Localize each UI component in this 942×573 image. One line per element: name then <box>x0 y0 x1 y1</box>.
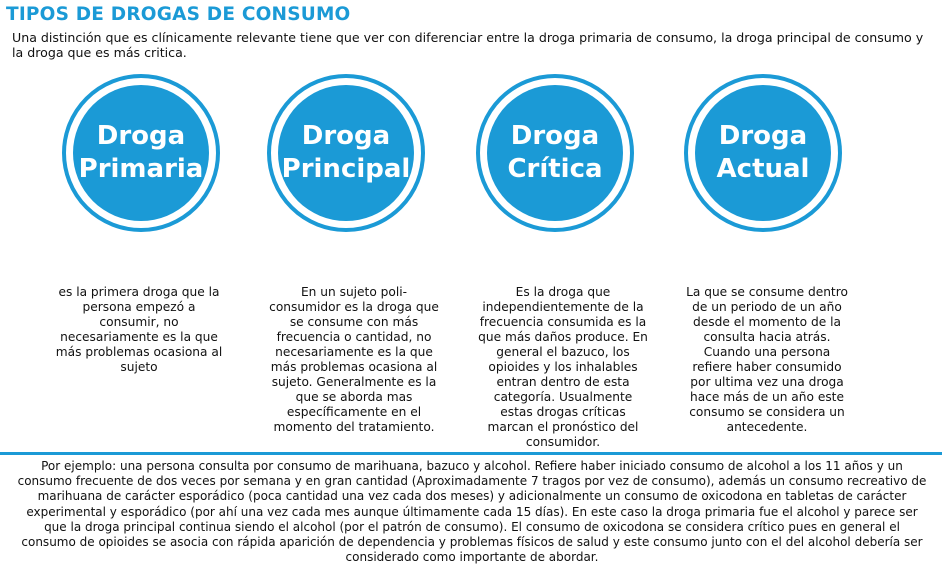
circle-label-line2: Primaria <box>78 154 204 184</box>
description-droga-primaria: es la primera droga que la persona empezó a consumir, no necesariamente es la que más problemas ocasiona al sujeto <box>55 285 223 374</box>
circle-disc <box>695 85 831 221</box>
circle-label-line2: Principal <box>281 154 411 184</box>
circle-label-line1: Droga <box>718 121 808 151</box>
description-droga-actual: La que se consume dentro de un periodo de un año desde el momento de la consulta hacia atrás. Cuando una persona refiere haber consumido por ultima vez una droga hace más de un año este consumo se considera un antecedente. <box>686 285 848 434</box>
circle-label-line1: Droga <box>510 121 600 151</box>
page-title: TIPOS DE DROGAS DE CONSUMO <box>6 4 351 25</box>
circle-label-line1: Droga <box>96 121 186 151</box>
description-droga-principal: En un sujeto poli-consumidor es la droga que se consume con más frecuencia o cantidad, no necesariamente es la que más problemas ocasiona al sujeto. Generalmente es la que se aborda mas específicamente en el momento del tratamiento. <box>269 285 439 434</box>
circle-droga-primaria <box>62 74 220 232</box>
circle-disc <box>73 85 209 221</box>
intro-paragraph: Una distinción que es clínicamente relevante tiene que ver con diferenciar entre la droga primaria de consumo, la droga principal de consumo y la droga que es más critica. <box>12 30 924 60</box>
circle-label-line2: Actual <box>716 154 810 184</box>
circle-droga-critica <box>476 74 634 232</box>
circle-disc <box>278 85 414 221</box>
circle-label-line2: Crítica <box>507 154 603 184</box>
example-paragraph: Por ejemplo: una persona consulta por consumo de marihuana, bazuco y alcohol. Refiere haber iniciado consumo de alcohol a los 11 años y un consumo frecuente de dos veces por semana y en gran cantidad (Aproximadamente 7 tragos por vez de consumo), además un consumo recreativo de marihuana de carácter esporádico (poca cantidad una vez cada dos meses) y adicionalmente un consumo de oxicodona en tabletas de carácter experimental y esporádico (por ahí una vez cada mes aunque últimamente cada 15 días). En este caso la droga primaria fue el alcohol y parece ser que la droga principal continua siendo el alcohol (por el patrón de consumo). El consumo de oxicodona se considera crítico pues en general el consumo de opioides se asocia con rápida aparición de dependencia y problemas físicos de salud y este consumo junto con el del alcohol debería ser considerado como importante de abordar. <box>17 459 927 565</box>
circle-droga-principal <box>267 74 425 232</box>
circle-droga-actual <box>684 74 842 232</box>
section-divider <box>0 452 942 455</box>
circle-label-line1: Droga <box>301 121 391 151</box>
description-droga-critica: Es la droga que independientemente de la frecuencia consumida es la que más daños produce. En general el bazuco, los opioides y los inhalables entran dentro de esta categoría. Usualmente estas drogas críticas marcan el pronóstico del consumidor. <box>478 285 648 449</box>
circle-disc <box>487 85 623 221</box>
